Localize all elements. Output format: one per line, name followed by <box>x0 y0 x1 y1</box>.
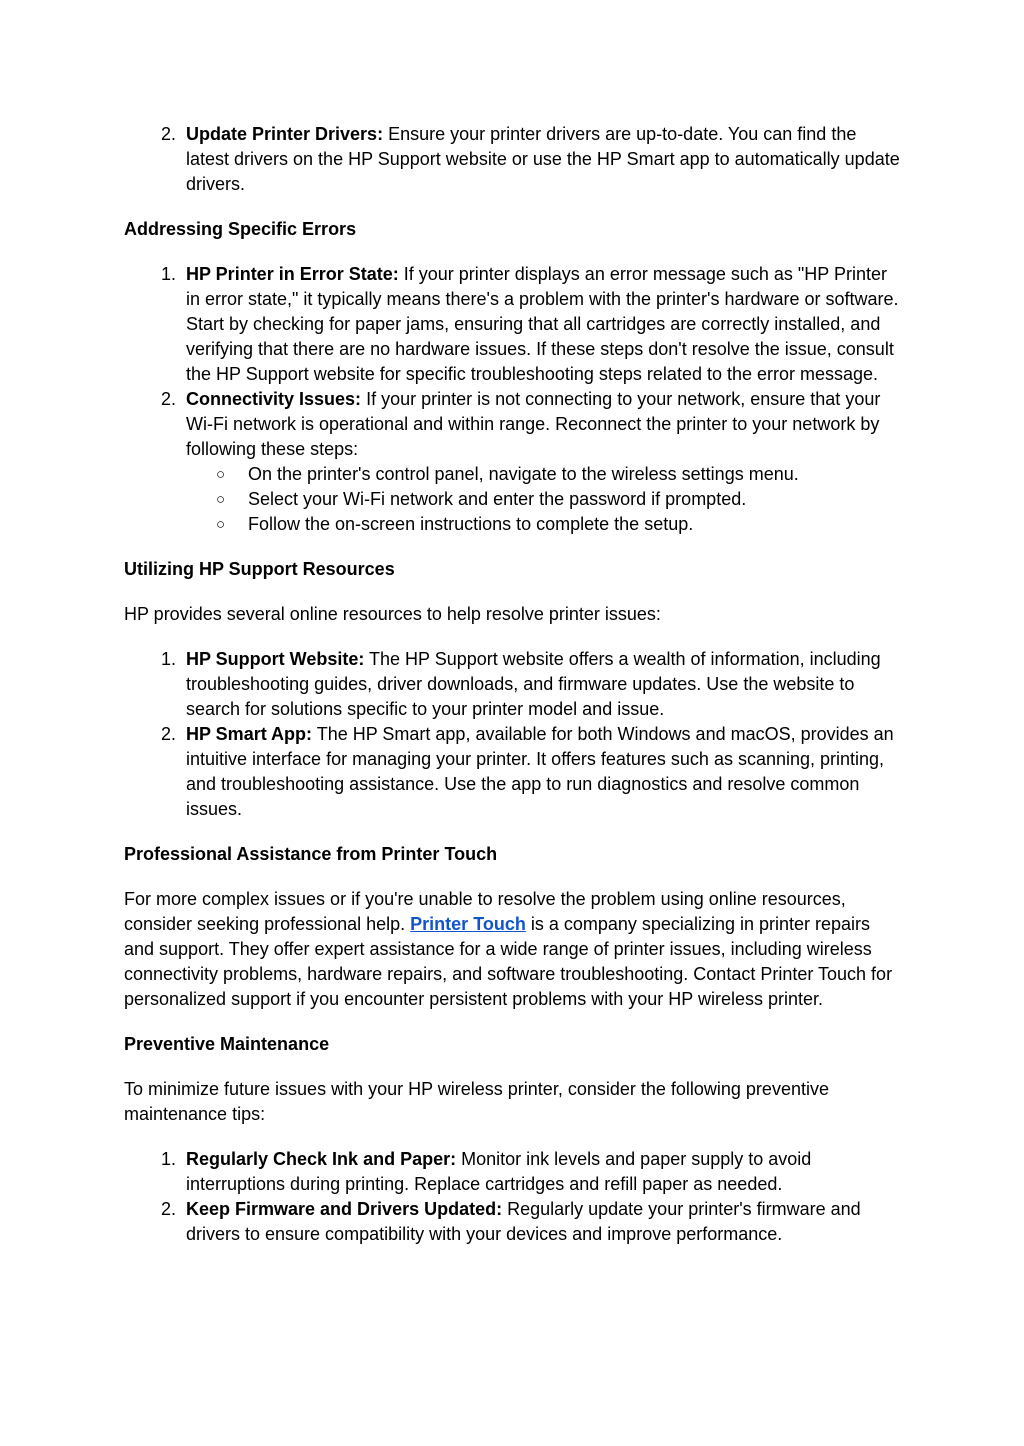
spacer <box>124 582 900 602</box>
list-item-number: 2 . <box>154 387 176 412</box>
professional-paragraph <box>124 887 900 1012</box>
sub-list-item <box>186 512 900 537</box>
list-item-body: Regularly update your printer's firmware and drivers to ensure compatibility with your devices and improve performance. <box>186 1199 861 1244</box>
list-item-text <box>186 389 880 459</box>
list-item-term: Connectivity Issues: <box>186 389 362 409</box>
sub-list-item-text: Follow the on-screen instructions to complete the setup. <box>248 514 694 534</box>
sub-list-item-text: On the printer's control panel, navigate to the wireless settings menu. <box>248 464 799 484</box>
maintenance-intro: To minimize future issues with your HP wireless printer, consider the following preventive maintenance tips: <box>124 1079 829 1124</box>
errors-list <box>124 262 900 537</box>
list-item-term: Update Printer Drivers: <box>186 124 384 144</box>
list-item-body: If your printer displays an error message such as "HP Printer in error state," it typically means there's a problem with the printer's hardware or software. Start by checking for paper jams, ensuring that all cartridges are correctly installed, and verifying that there are no hardware issues. If these steps don't resolve the issue, consult the HP Support website for specific troubleshooting steps related to the error message. <box>186 264 899 384</box>
section-heading-maintenance: Preventive Maintenance <box>124 1034 330 1054</box>
list-item-term: HP Printer in Error State: <box>186 264 399 284</box>
list-item-term: HP Support Website: <box>186 649 365 669</box>
list-item <box>124 722 900 822</box>
list-item-number: 2 . <box>154 1197 176 1222</box>
document-page <box>124 122 900 1247</box>
spacer <box>124 197 900 217</box>
paragraph-text-before: For more complex issues or if you're unable to resolve the problem using online resources, consider seeking professional help. <box>124 889 846 934</box>
driver-list <box>124 122 900 197</box>
list-item-number: 2 . <box>154 122 176 147</box>
list-item <box>124 647 900 722</box>
list-item-number: 2 . <box>154 722 176 747</box>
spacer <box>124 1012 900 1032</box>
resources-list <box>124 647 900 822</box>
list-item-body: The HP Support website offers a wealth of information, including troubleshooting guides, driver downloads, and firmware updates. Use the website to search for solutions specific to your printer model and issue. <box>186 649 881 719</box>
list-item-text <box>186 649 881 719</box>
spacer <box>124 537 900 557</box>
list-item-number: 1 . <box>154 262 176 287</box>
section-heading-errors: Addressing Specific Errors <box>124 219 357 239</box>
list-item <box>124 1147 900 1197</box>
spacer <box>124 627 900 647</box>
spacer <box>124 822 900 842</box>
list-item <box>124 122 900 197</box>
resources-intro: HP provides several online resources to help resolve printer issues: <box>124 604 661 624</box>
maintenance-list <box>124 1147 900 1247</box>
list-item-text <box>186 1149 811 1194</box>
printer-touch-link[interactable]: Printer Touch <box>410 914 526 934</box>
list-item-number: 1 . <box>154 1147 176 1172</box>
hollow-bullet-icon: ○ <box>216 491 226 508</box>
list-item-body: The HP Smart app, available for both Windows and macOS, provides an intuitive interface for managing your printer. It offers features such as scanning, printing, and troubleshooting assistance. Use the app to run diagnostics and resolve common issues. <box>186 724 894 819</box>
list-item <box>124 262 900 387</box>
sub-list-item-text: Select your Wi-Fi network and enter the password if prompted. <box>248 489 747 509</box>
list-item-term: Keep Firmware and Drivers Updated: <box>186 1199 503 1219</box>
sub-list-item <box>186 487 900 512</box>
hollow-bullet-icon: ○ <box>216 516 226 533</box>
list-item-text <box>186 1199 861 1244</box>
paragraph-text-after: is a company specializing in printer repairs and support. They offer expert assistance for a wide range of printer issues, including wireless connectivity problems, hardware repairs, and software troubleshooting. Contact Printer Touch for personalized support if you encounter persistent problems with your HP wireless printer. <box>124 914 893 1009</box>
connectivity-steps-list <box>186 462 900 537</box>
sub-list-item <box>186 462 900 487</box>
section-heading-professional: Professional Assistance from Printer Touch <box>124 844 498 864</box>
list-item-text <box>186 724 894 819</box>
section-heading-resources: Utilizing HP Support Resources <box>124 559 395 579</box>
list-item-term: Regularly Check Ink and Paper: <box>186 1149 457 1169</box>
list-item <box>124 387 900 537</box>
list-item-number: 1 . <box>154 647 176 672</box>
list-item-text <box>186 264 899 384</box>
list-item-body: If your printer is not connecting to your network, ensure that your Wi-Fi network is operational and within range. Reconnect the printer to your network by following these steps: <box>186 389 881 459</box>
spacer <box>124 867 900 887</box>
hollow-bullet-icon: ○ <box>216 466 226 483</box>
list-item-text <box>186 124 900 194</box>
list-item <box>124 1197 900 1247</box>
list-item-term: HP Smart App: <box>186 724 313 744</box>
spacer <box>124 1057 900 1077</box>
list-item-body: Monitor ink levels and paper supply to avoid interruptions during printing. Replace cartridges and refill paper as needed. <box>186 1149 812 1194</box>
spacer <box>124 1127 900 1147</box>
list-item-body: Ensure your printer drivers are up-to-date. You can find the latest drivers on the HP Support website or use the HP Smart app to automatically update drivers. <box>186 124 900 194</box>
spacer <box>124 242 900 262</box>
